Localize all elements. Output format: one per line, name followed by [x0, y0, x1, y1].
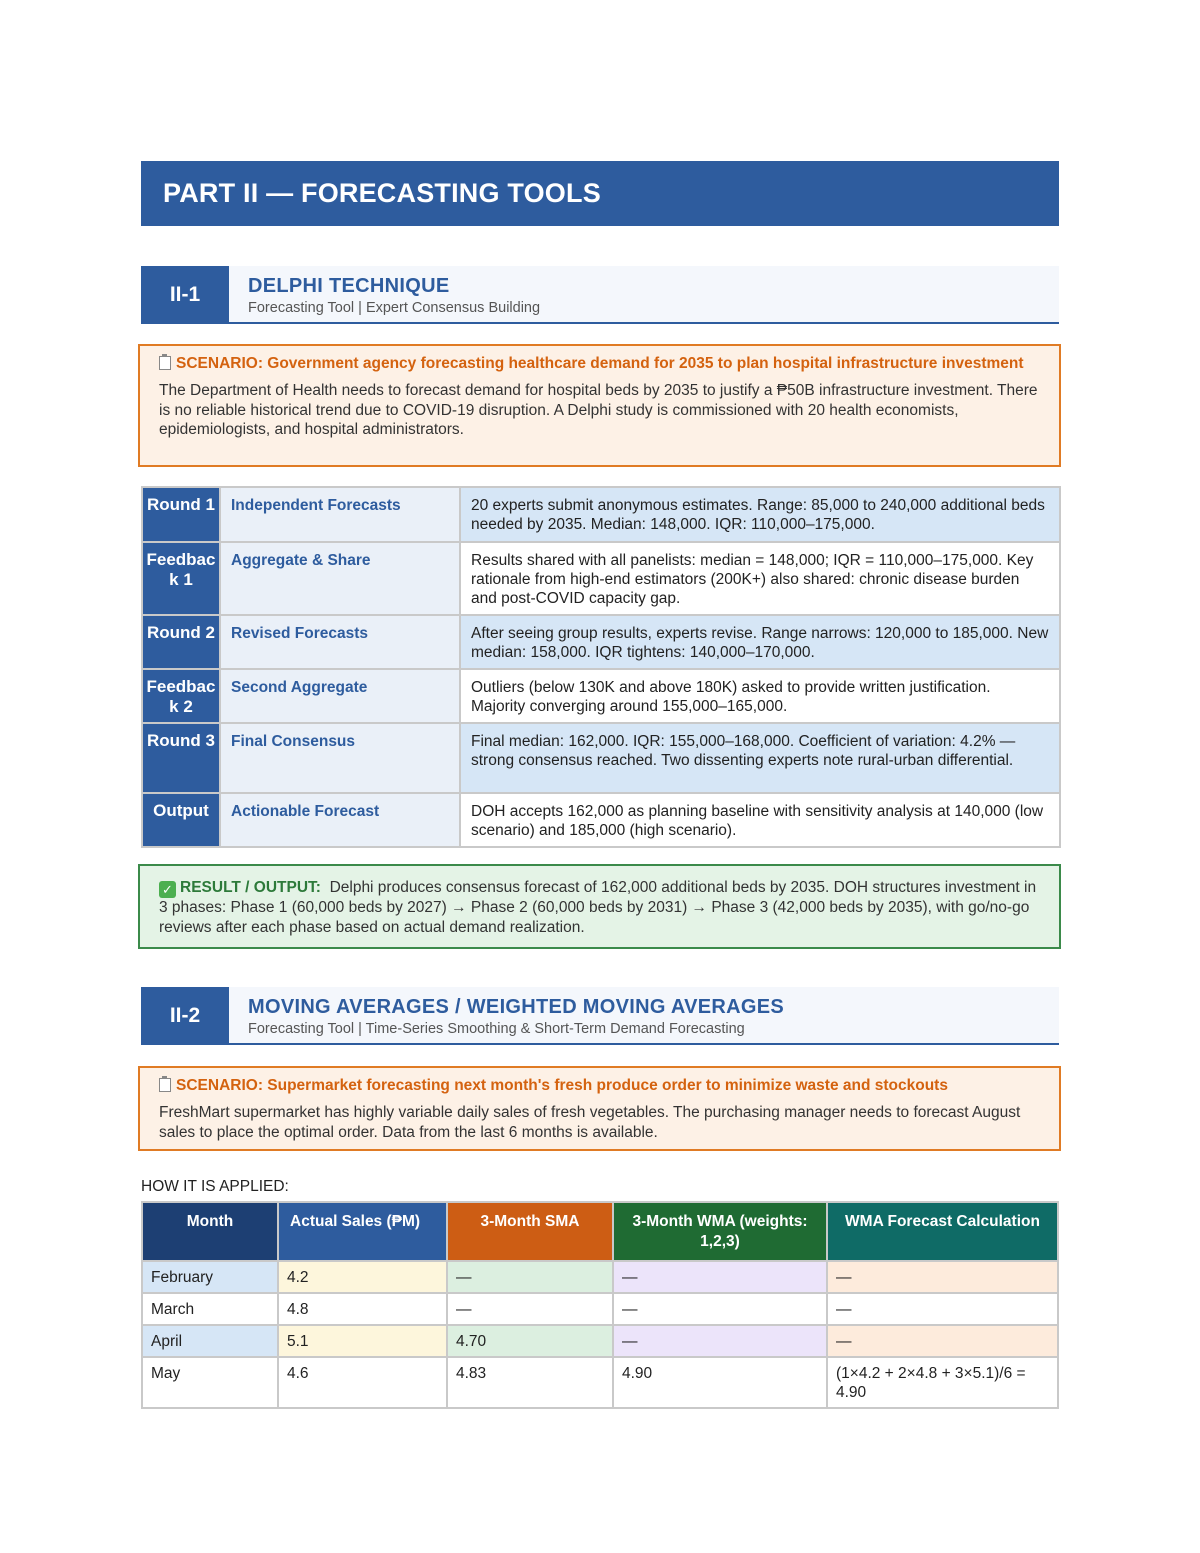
clipboard-icon: [159, 356, 171, 370]
month-cell: April: [142, 1325, 278, 1357]
wma-calculation-cell: (1×4.2 + 2×4.8 + 3×5.1)/6 = 4.90: [827, 1357, 1058, 1408]
column-header-wma: 3-Month WMA (weights: 1,2,3): [613, 1202, 827, 1261]
column-header-month: Month: [142, 1202, 278, 1261]
section-header-moving-averages: [141, 987, 1059, 1045]
table-row: [142, 793, 1060, 847]
activity-cell: Independent Forecasts: [220, 487, 460, 542]
description-cell: Final median: 162,000. IQR: 155,000–168,000. Coefficient of variation: 4.2% — strong consensus reached. Two dissenting experts note rural-urban differential.: [460, 723, 1060, 793]
wma-cell: —: [613, 1261, 827, 1293]
wma-calculation-cell: —: [827, 1325, 1058, 1357]
scenario-body: The Department of Health needs to forecast demand for hospital beds by 2035 to justify a ₱50B infrastructure investment. There is no reliable historical trend due to COVID-19 disruption. A Delphi study is commissioned with 20 health economists, epidemiologists, and hospital administrators.: [159, 382, 1038, 438]
stage-cell: Round 3: [142, 723, 220, 793]
scenario-body: FreshMart supermarket has highly variable daily sales of fresh vegetables. The purchasing manager needs to forecast August sales to place the optimal order. Data from the last 6 months is available.: [159, 1104, 1021, 1141]
wma-cell: 4.90: [613, 1357, 827, 1408]
table-row: [142, 1261, 1058, 1293]
activity-cell: Aggregate & Share: [220, 542, 460, 615]
table-row: [142, 723, 1060, 793]
activity-cell: Revised Forecasts: [220, 615, 460, 669]
wma-calculation-cell: —: [827, 1261, 1058, 1293]
activity-cell: Actionable Forecast: [220, 793, 460, 847]
section-title-box: [229, 987, 1059, 1045]
clipboard-icon: [159, 1078, 171, 1092]
table-row: [142, 1325, 1058, 1357]
delphi-rounds-table: [141, 486, 1061, 848]
section-title-box: [229, 266, 1059, 324]
wma-cell: —: [613, 1325, 827, 1357]
month-cell: February: [142, 1261, 278, 1293]
applied-label: HOW IT IS APPLIED:: [141, 1178, 289, 1195]
wma-cell: —: [613, 1293, 827, 1325]
part-title: PART II — FORECASTING TOOLS: [163, 178, 601, 208]
table-row: [142, 669, 1060, 723]
actual-sales-cell: 5.1: [278, 1325, 447, 1357]
sma-cell: 4.83: [447, 1357, 613, 1408]
section-title: DELPHI TECHNIQUE: [248, 275, 450, 297]
section-subtitle: Forecasting Tool | Expert Consensus Building: [248, 300, 541, 316]
stage-cell: Feedback 1: [142, 542, 220, 615]
table-row: [142, 542, 1060, 615]
actual-sales-cell: 4.2: [278, 1261, 447, 1293]
table-row: [142, 1357, 1058, 1408]
part-banner: [141, 161, 1059, 226]
table-row: [142, 487, 1060, 542]
section-subtitle: Forecasting Tool | Time-Series Smoothing & Short-Term Demand Forecasting: [248, 1021, 745, 1037]
month-cell: March: [142, 1293, 278, 1325]
table-row: [142, 1293, 1058, 1325]
activity-cell: Second Aggregate: [220, 669, 460, 723]
description-cell: DOH accepts 162,000 as planning baseline with sensitivity analysis at 140,000 (low scenario) and 185,000 (high scenario).: [460, 793, 1060, 847]
result-box: [138, 864, 1061, 949]
section-number: II-2: [141, 987, 229, 1045]
scenario-box-moving-averages: [138, 1066, 1061, 1151]
section-header-delphi: [141, 266, 1059, 324]
description-cell: 20 experts submit anonymous estimates. Range: 85,000 to 240,000 additional beds needed by 2035. Median: 148,000. IQR: 110,000–175,000.: [460, 487, 1060, 542]
section-title: MOVING AVERAGES / WEIGHTED MOVING AVERAGES: [248, 996, 784, 1018]
scenario-heading-text: SCENARIO: Supermarket forecasting next month's fresh produce order to minimize waste and stockouts: [176, 1077, 948, 1094]
stage-cell: Round 2: [142, 615, 220, 669]
result-label: RESULT / OUTPUT:: [180, 879, 321, 896]
description-cell: Outliers (below 130K and above 180K) asked to provide written justification. Majority converging around 155,000–165,000.: [460, 669, 1060, 723]
sma-cell: —: [447, 1293, 613, 1325]
table-row: [142, 615, 1060, 669]
table-header-row: [142, 1202, 1058, 1261]
sma-cell: 4.70: [447, 1325, 613, 1357]
scenario-box-delphi: [138, 344, 1061, 467]
column-header-sma: 3-Month SMA: [447, 1202, 613, 1261]
stage-cell: Round 1: [142, 487, 220, 542]
section-number: II-1: [141, 266, 229, 324]
description-cell: After seeing group results, experts revise. Range narrows: 120,000 to 185,000. New median: 158,000. IQR tightens: 140,000–170,000.: [460, 615, 1060, 669]
actual-sales-cell: 4.6: [278, 1357, 447, 1408]
activity-cell: Final Consensus: [220, 723, 460, 793]
check-icon: ✓: [159, 881, 176, 898]
column-header-wma-calculation: WMA Forecast Calculation: [827, 1202, 1058, 1261]
sma-cell: —: [447, 1261, 613, 1293]
column-header-actual-sales: Actual Sales (₱M): [278, 1202, 447, 1261]
scenario-heading-text: SCENARIO: Government agency forecasting healthcare demand for 2035 to plan hospital infrastructure investment: [176, 355, 1024, 372]
stage-cell: Feedback 2: [142, 669, 220, 723]
month-cell: May: [142, 1357, 278, 1408]
description-cell: Results shared with all panelists: median = 148,000; IQR = 110,000–175,000. Key rationale from high-end estimators (200K+) also shared: chronic disease burden and post-COVID capacity gap.: [460, 542, 1060, 615]
scenario-heading: [159, 354, 1040, 373]
wma-calculation-cell: —: [827, 1293, 1058, 1325]
result-body: Delphi produces consensus forecast of 162,000 additional beds by 2035. DOH structures investment in 3 phases: Phase 1 (60,000 beds by 2027) → Phase 2 (60,000 beds by 2031) → Phase 3 (42,000 beds by 2035), with go/no-go reviews after each phase based on actual demand realization.: [159, 879, 1037, 936]
moving-average-table: [141, 1201, 1059, 1409]
scenario-heading: [159, 1076, 1040, 1095]
stage-cell: Output: [142, 793, 220, 847]
actual-sales-cell: 4.8: [278, 1293, 447, 1325]
